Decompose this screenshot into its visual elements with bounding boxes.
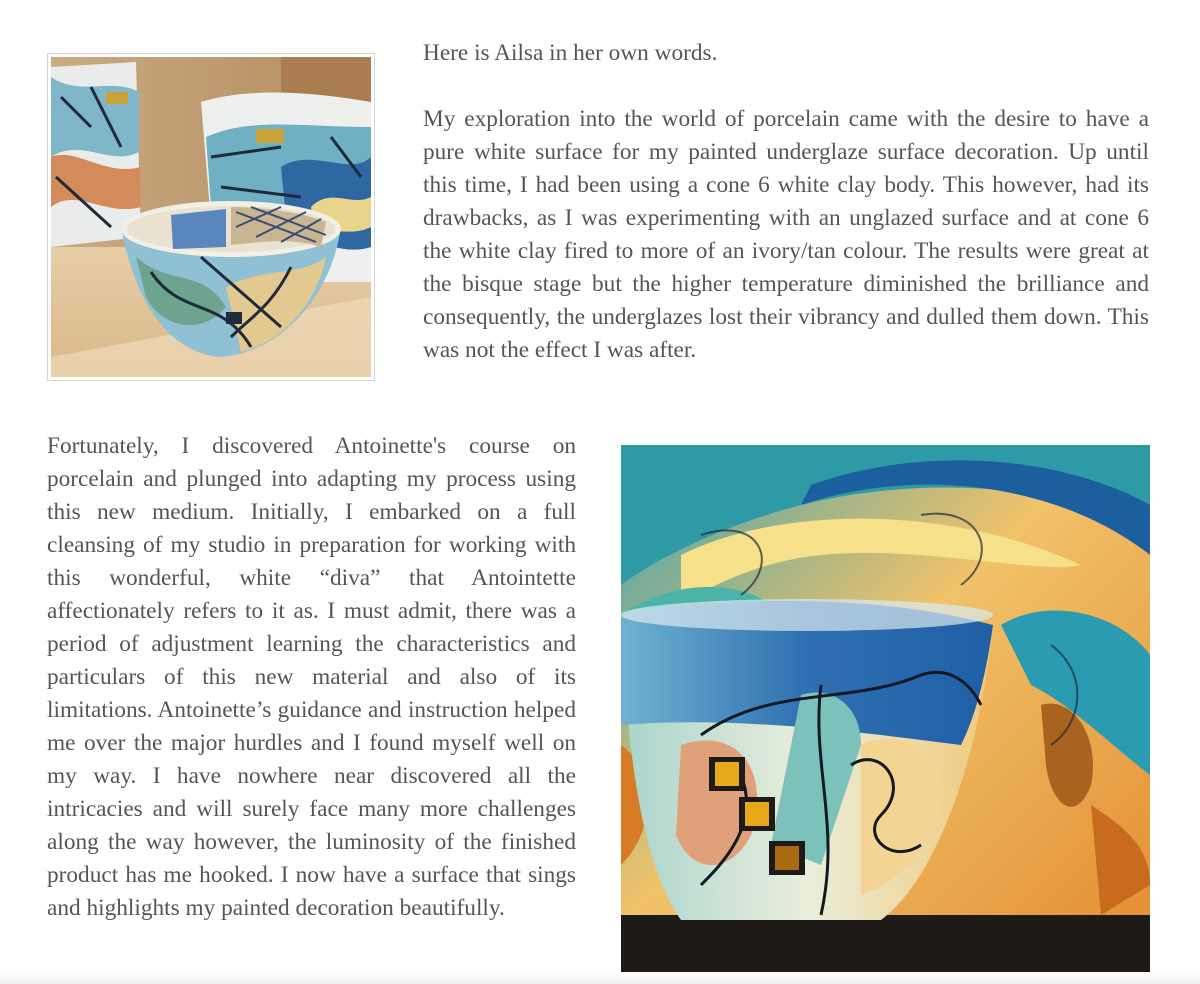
porcelain-bowls-photo [47, 53, 375, 381]
painted-vessel-illustration [621, 445, 1150, 974]
painted-vessel-photo [621, 445, 1150, 974]
paragraph-porcelain-exploration: My exploration into the world of porcelain came with the desire to have a pure white surface for my painted underglaze surface decoration. Up until this time, I had been using a cone 6 white clay body. This however, had its drawbacks, as I was experimenting with an unglazed surface and at cone 6 the white clay fired to more of an ivory/tan colour. The results were great at the bisque stage but the higher temperature diminished the brilliance and consequently, the underglazes lost their vibrancy and dulled them down. This was not the effect I was after. [423, 106, 1149, 363]
porcelain-bowls-illustration [51, 57, 371, 377]
page-bottom-edge [0, 972, 1200, 984]
intro-line: Here is Ailsa in her own words. [423, 40, 718, 66]
paragraph-antoinette-course: Fortunately, I discovered Antoinette's course on porcelain and plunged into adapting my process using this new medium. Initially, I embarked on a full cleansing of my studio in preparation for working with this wonderful, white “diva” that Antointette affectionately refers to it as. I must admit, there was a period of adjustment learning the characteristics and particulars of this new material and also of its limitations. Antoinette’s guidance and instruction helped me over the major hurdles and I found myself well on my way. I have nowhere near discovered all the intricacies and will surely face many more challenges along the way however, the luminosity of the finished product has me hooked. I now have a surface that sings and highlights my painted decoration beautifully. [47, 433, 576, 921]
